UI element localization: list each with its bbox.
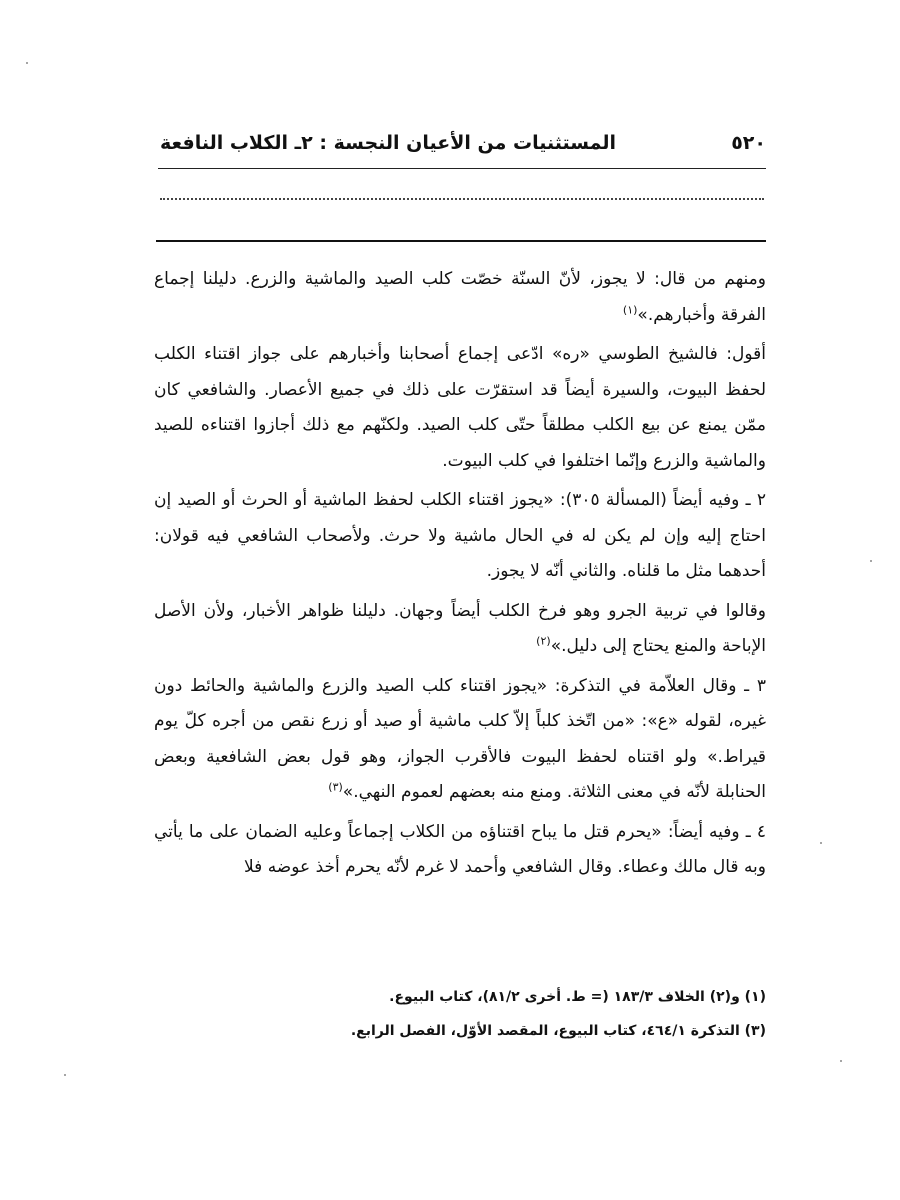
- paragraph: ٢ ـ وفيه أيضاً (المسألة ٣٠٥): «يجوز اقتناء الكلب لحفظ الماشية أو الحرث أو الصيد إن احتاج إليه وإن لم يكن له في الحال ماشية ولا حرث. ولأصحاب الشافعي فيه قولان: أحدهما مثل ما قلناه. والثاني أنّه لا يجوز.: [154, 490, 766, 581]
- dotted-separator: [160, 198, 764, 200]
- section-rule: [156, 240, 766, 242]
- footnote-ref: (١): [622, 302, 638, 316]
- footnote-ref: (٢): [536, 634, 551, 648]
- footnote-ref: (٣): [328, 780, 343, 794]
- page-number: ٥٢٠: [731, 132, 766, 154]
- running-title: المستثنيات من الأعيان النجسة : ٢ـ الكلاب النافعة: [160, 132, 616, 154]
- paragraph: ومنهم من قال: لا يجوز، لأنّ السنّة خصّت كلب الصيد والماشية والزرع. دليلنا إجماع الفرقة وأخبارهم.»$^{(١)}$: [154, 269, 766, 325]
- paragraph: ٤ ـ وفيه أيضاً: «يحرم قتل ما يباح اقتناؤه من الكلاب إجماعاً وعليه الضمان على ما يأتي وبه قال مالك وعطاء. وقال الشافعي وأحمد لا غرم لأنّه يحرم أخذ عوضه فلا: [154, 821, 766, 877]
- footnote: (١) و(٢) الخلاف ١٨٣/٣ (= ط. أخرى ٨١/٢)، كتاب البيوع.: [389, 989, 766, 1005]
- page-header: [160, 128, 766, 164]
- header-rule: [158, 168, 766, 169]
- footnote: (٣) التذكرة ٤٦٤/١، كتاب البيوع، المقصد الأوّل، الفصل الرابع.: [350, 1023, 766, 1039]
- paragraph: وقالوا في تربية الجرو وهو فرخ الكلب أيضاً وجهان. دليلنا ظواهر الأخبار، ولأن الأصل الإباحة والمنع يحتاج إلى دليل.»$^{(٢)}$: [154, 600, 766, 656]
- footnotes: [300, 980, 766, 1048]
- main-text: [154, 262, 766, 890]
- paragraph: أقول: فالشيخ الطوسي «ره» ادّعى إجماع أصحابنا وأخبارهم على جواز اقتناء الكلب لحفظ البيوت، والسيرة أيضاً قد استقرّت على ذلك في جميع الأعصار. والشافعي كان ممّن يمنع عن بيع الكلب مطلقاً حتّى كلب الصيد. ولكنّهم مع ذلك أجازوا اقتناءه للصيد والماشية والزرع وإنّما اختلفوا في كلب البيوت.: [154, 344, 766, 471]
- paragraph: ٣ ـ وقال العلاّمة في التذكرة: «يجوز اقتناء كلب الصيد والزرع والماشية والحائط دون غيره، لقوله «ع»: «من اتّخذ كلباً إلاّ كلب ماشية أو صيد أو زرع نقص من أجره كلّ يوم قيراط.» ولو اقتناه لحفظ البيوت فالأقرب الجواز، وهو قول بعض الشافعية وبعض الحنابلة لأنّه في معنى الثلاثة. ومنع منه بعضهم لعموم النهي.»$^{(٣)}$: [154, 675, 766, 802]
